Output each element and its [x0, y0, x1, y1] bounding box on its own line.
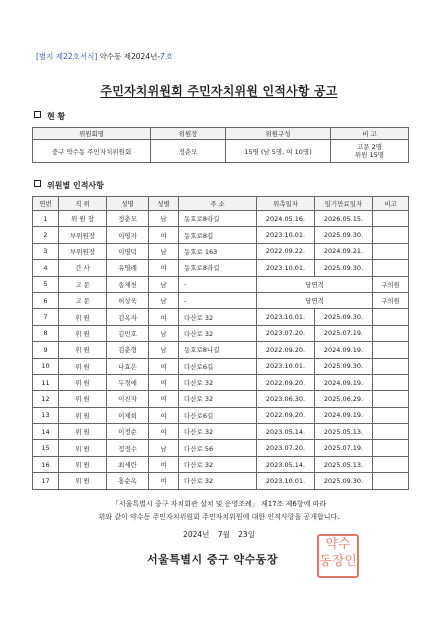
member-position: 위 원	[59, 325, 107, 341]
member-appointed-date: 2023.05.14.	[257, 456, 315, 472]
member-term-end-date: 2025.09.30.	[315, 473, 373, 489]
member-position: 위 원 장	[59, 211, 107, 227]
member-seq: 16	[33, 456, 59, 472]
member-gender: 남	[149, 276, 179, 292]
member-name: 정정수	[107, 440, 149, 456]
member-remark	[373, 440, 409, 456]
member-row	[33, 211, 409, 227]
member-term-end-date: 2025.09.30.	[315, 309, 373, 325]
member-row	[33, 260, 409, 276]
member-seq: 3	[33, 243, 59, 259]
member-gender: 남	[149, 325, 179, 341]
member-name: 나효은	[107, 358, 149, 374]
member-row	[33, 358, 409, 374]
member-name: 이영자	[107, 227, 149, 243]
member-appointed-date: 2022.09.20.	[257, 407, 315, 423]
member-name: 유영례	[107, 260, 149, 276]
member-position: 위 원	[59, 440, 107, 456]
member-gender: 여	[149, 407, 179, 423]
member-remark	[373, 456, 409, 472]
member-appointed-date: 2023.10.01.	[257, 358, 315, 374]
member-address: 동호로8라길	[179, 260, 257, 276]
member-row	[33, 391, 409, 407]
member-term-end-date: 2025.06.29.	[315, 391, 373, 407]
col-gender: 성별	[149, 197, 179, 211]
member-row	[33, 456, 409, 472]
member-position: 위 원	[59, 473, 107, 489]
member-row	[33, 440, 409, 456]
member-seq: 2	[33, 227, 59, 243]
col-position: 직 위	[59, 197, 107, 211]
member-address: 다산로 32	[179, 309, 257, 325]
member-seq: 12	[33, 391, 59, 407]
chair-name: 정춘모	[151, 140, 226, 163]
member-term-end-date: 2025.07.19.	[315, 325, 373, 341]
member-name: 허상욱	[107, 292, 149, 308]
member-remark	[373, 309, 409, 325]
member-seq: 13	[33, 407, 59, 423]
member-name: 이명덕	[107, 243, 149, 259]
member-row	[33, 407, 409, 423]
member-address: 동호로 163	[179, 243, 257, 259]
member-position: 고 문	[59, 276, 107, 292]
member-appointed-date: 2023.10.01.	[257, 473, 315, 489]
member-name: 김춘형	[107, 342, 149, 358]
member-term-end-date: 2024.09.19.	[315, 374, 373, 390]
member-address: 다산로 32	[179, 391, 257, 407]
member-gender: 여	[149, 424, 179, 440]
member-remark	[373, 407, 409, 423]
member-remark	[373, 227, 409, 243]
section-status-label: 현 황	[47, 112, 66, 121]
member-appointed-date: 2023.10.01.	[257, 260, 315, 276]
member-gender: 남	[149, 243, 179, 259]
member-seq: 4	[33, 260, 59, 276]
member-name: 이정순	[107, 424, 149, 440]
member-seq: 6	[33, 292, 59, 308]
member-gender: 남	[149, 342, 179, 358]
member-remark	[373, 325, 409, 341]
member-appointed-date: 2022.09.20.	[257, 374, 315, 390]
member-appointed-date: 2023.10.01.	[257, 227, 315, 243]
member-position: 위 원	[59, 424, 107, 440]
member-remark: 구의원	[373, 276, 409, 292]
member-position: 부위원장	[59, 243, 107, 259]
members-table-header	[33, 197, 409, 211]
member-row	[33, 292, 409, 308]
member-seq: 9	[33, 342, 59, 358]
member-appointed-date: 2023.05.14.	[257, 424, 315, 440]
member-address: 다산로 32	[179, 456, 257, 472]
member-term-end-date: 2025.09.30.	[315, 358, 373, 374]
member-appointed-date: 2023.07.20.	[257, 325, 315, 341]
page-title: 주민자치위원회 주민자치위원 인적사항 공고	[100, 84, 338, 98]
member-row	[33, 473, 409, 489]
member-name: 정춘모	[107, 211, 149, 227]
member-appointed-date: 2023.07.20.	[257, 440, 315, 456]
status-col-composition: 위원구성	[226, 128, 331, 140]
member-address: 다산로 32	[179, 374, 257, 390]
member-gender: 여	[149, 391, 179, 407]
member-remark	[373, 391, 409, 407]
member-position: 위 원	[59, 374, 107, 390]
member-position: 위 원	[59, 342, 107, 358]
member-seq: 14	[33, 424, 59, 440]
member-address: 다산로 56	[179, 440, 257, 456]
member-position: 부위원장	[59, 227, 107, 243]
member-address: 다산로 32	[179, 473, 257, 489]
member-address: 동호로8나길	[179, 342, 257, 358]
member-term-end-date: 2024.09.19.	[315, 407, 373, 423]
member-seq: 5	[33, 276, 59, 292]
member-term-end-date: 2024.09.21.	[315, 243, 373, 259]
member-term-end-date: 2025.09.30.	[315, 260, 373, 276]
member-address: 동호로8길	[179, 227, 257, 243]
members-table	[32, 196, 409, 490]
member-remark	[373, 243, 409, 259]
member-position: 위 원	[59, 407, 107, 423]
form-number: [별지 제22호서식]	[36, 52, 98, 61]
member-remark	[373, 374, 409, 390]
member-row	[33, 342, 409, 358]
status-col-note: 비 고	[331, 128, 409, 140]
member-appointed-date: 2022.09.22.	[257, 243, 315, 259]
member-gender: 여	[149, 456, 179, 472]
col-appointed: 위촉일자	[257, 197, 315, 211]
member-row	[33, 325, 409, 341]
member-appointed-date: 2022.09.20.	[257, 342, 315, 358]
member-address: -	[179, 292, 257, 308]
member-appointed-date: 2023.10.01.	[257, 309, 315, 325]
official-seal-stamp	[317, 534, 359, 578]
member-position: 간 사	[59, 260, 107, 276]
member-row	[33, 227, 409, 243]
member-remark	[373, 342, 409, 358]
status-row	[33, 140, 409, 163]
member-name: 이진자	[107, 391, 149, 407]
member-seq: 15	[33, 440, 59, 456]
status-col-chair: 위원장	[151, 128, 226, 140]
notice-number-handwritten: 7호	[160, 52, 173, 61]
member-row	[33, 424, 409, 440]
member-seq: 7	[33, 309, 59, 325]
section-status-heading	[34, 111, 65, 122]
member-gender: 여	[149, 227, 179, 243]
member-remark	[373, 358, 409, 374]
member-remark	[373, 424, 409, 440]
status-table	[32, 127, 409, 163]
seal-line-2: 동장인	[319, 554, 357, 569]
member-remark	[373, 211, 409, 227]
notice-date: 2024년 7월 23일	[183, 530, 255, 539]
status-col-committee: 위원회명	[33, 128, 151, 140]
committee-name: 중구 약수동 주민자치위원회	[33, 140, 151, 163]
status-note	[331, 140, 409, 163]
member-address: 동호로8라길	[179, 211, 257, 227]
member-remark: 구의원	[373, 292, 409, 308]
section-members-heading	[34, 180, 104, 191]
member-name: 이제희	[107, 407, 149, 423]
member-position: 위 원	[59, 391, 107, 407]
form-number-line	[36, 51, 172, 62]
signer-title: 서울특별시 중구 약수동장	[147, 553, 279, 566]
member-row	[33, 276, 409, 292]
legal-basis-line-2: 위와 같이 약수동 주민자치위원회 주민자치위원에 대한 인적사항을 공개합니다.	[98, 513, 340, 521]
legal-basis-line-1: 「서울특별시 중구 자치회관 설치 및 운영조례」 제17조 제6항에 따라	[111, 500, 327, 508]
square-bullet-icon	[34, 111, 41, 118]
member-appointed-date: 2024.05.16.	[257, 211, 315, 227]
col-term-end: 임기만료일자	[315, 197, 373, 211]
member-remark	[373, 260, 409, 276]
member-term-end-date: 2025.07.19.	[315, 440, 373, 456]
col-remark: 비고	[373, 197, 409, 211]
member-remark	[373, 473, 409, 489]
member-row	[33, 374, 409, 390]
member-address: 다산로 32	[179, 325, 257, 341]
member-term-end-date: 2024.09.19.	[315, 342, 373, 358]
member-composition: 15명 (남 5명, 여 10명)	[226, 140, 331, 163]
member-position: 고 문	[59, 292, 107, 308]
member-term-end-date: 2025.05.13.	[315, 456, 373, 472]
member-gender: 남	[149, 440, 179, 456]
status-table-header	[33, 128, 409, 140]
member-gender: 여	[149, 473, 179, 489]
col-name: 성명	[107, 197, 149, 211]
member-seq: 8	[33, 325, 59, 341]
member-gender: 여	[149, 358, 179, 374]
member-gender: 여	[149, 309, 179, 325]
member-gender: 여	[149, 374, 179, 390]
seal-line-1: 약수	[325, 537, 351, 552]
status-note-members: 위원 15명	[354, 151, 385, 159]
member-seq: 1	[33, 211, 59, 227]
member-seq: 17	[33, 473, 59, 489]
col-address: 주 소	[179, 197, 257, 211]
member-name: 최세란	[107, 456, 149, 472]
member-row	[33, 243, 409, 259]
member-name: 김민호	[107, 325, 149, 341]
member-term-end-date: 2025.05.13.	[315, 424, 373, 440]
notice-number-prefix: 약수동 제2024년-	[99, 52, 161, 61]
legal-basis-text	[0, 498, 438, 524]
section-members-label: 위원별 인적사항	[47, 181, 104, 190]
member-appointed-date: 2023.06.30.	[257, 391, 315, 407]
member-address: 다산로 32	[179, 424, 257, 440]
member-appointed-date: 당연직	[257, 292, 373, 308]
member-address: 다산로6길	[179, 358, 257, 374]
square-bullet-icon	[34, 180, 41, 187]
member-row	[33, 309, 409, 325]
members-table-body	[33, 211, 409, 490]
member-address: 다산로6길	[179, 407, 257, 423]
member-gender: 남	[149, 292, 179, 308]
member-appointed-date: 당연직	[257, 276, 373, 292]
member-name: 김옥자	[107, 309, 149, 325]
member-address: -	[179, 276, 257, 292]
member-gender: 남	[149, 211, 179, 227]
member-seq: 10	[33, 358, 59, 374]
status-note-advisors: 고문 2명	[356, 143, 383, 151]
member-name: 두경애	[107, 374, 149, 390]
member-term-end-date: 2026.05.15.	[315, 211, 373, 227]
member-name: 홍순옥	[107, 473, 149, 489]
member-position: 위 원	[59, 456, 107, 472]
member-term-end-date: 2025.09.30.	[315, 227, 373, 243]
member-seq: 11	[33, 374, 59, 390]
member-gender: 여	[149, 260, 179, 276]
col-seq: 연번	[33, 197, 59, 211]
member-position: 위 원	[59, 358, 107, 374]
member-name: 송제천	[107, 276, 149, 292]
member-position: 위 원	[59, 309, 107, 325]
